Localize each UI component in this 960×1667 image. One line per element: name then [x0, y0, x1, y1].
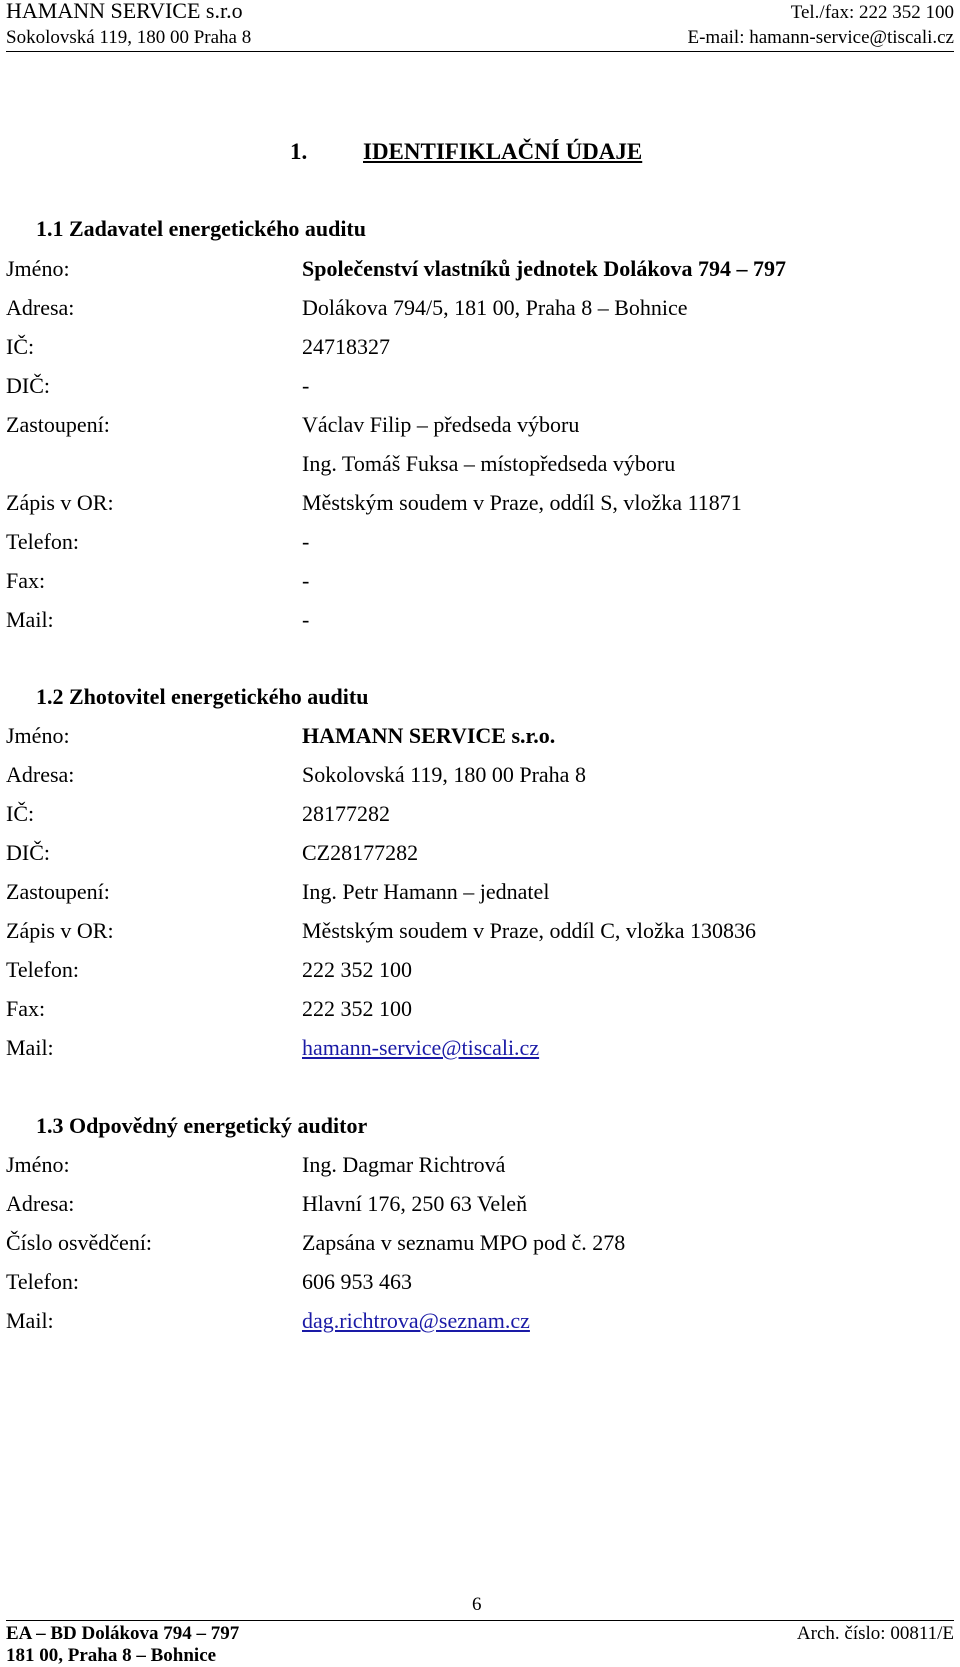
section-heading-client: 1.1 Zadavatel energetického auditu — [36, 216, 366, 241]
field-label: IČ: — [6, 334, 35, 359]
field-value: - — [302, 373, 310, 398]
section-heading-contractor: 1.2 Zhotovitel energetického auditu — [36, 684, 369, 709]
field-label: Fax: — [6, 568, 46, 593]
section-heading-auditor: 1.3 Odpovědný energetický auditor — [36, 1113, 368, 1138]
field-label: Jméno: — [6, 1152, 70, 1177]
field-value: Ing. Dagmar Richtrová — [302, 1152, 506, 1177]
footer-archive-number: Arch. číslo: 00811/E — [796, 1623, 954, 1644]
field-label: Mail: — [6, 607, 54, 632]
field-label: Fax: — [6, 996, 46, 1021]
field-label: Adresa: — [6, 1191, 75, 1216]
field-label: DIČ: — [6, 840, 50, 865]
field-value: 222 352 100 — [302, 996, 412, 1021]
field-value: Hlavní 176, 250 63 Veleň — [302, 1191, 528, 1216]
contractor-email-link[interactable]: hamann-service@tiscali.cz — [302, 1035, 540, 1060]
field-value: Sokolovská 119, 180 00 Praha 8 — [302, 762, 586, 787]
field-value: Ing. Tomáš Fuksa – místopředseda výboru — [302, 451, 676, 476]
field-label: Telefon: — [6, 1269, 79, 1294]
field-label: Číslo osvědčení: — [6, 1230, 153, 1255]
field-value: 24718327 — [302, 334, 390, 359]
field-value: 222 352 100 — [302, 957, 412, 982]
field-value: Václav Filip – předseda výboru — [302, 412, 580, 437]
field-value: Městským soudem v Praze, oddíl C, vložka 130836 — [302, 918, 757, 943]
field-label: Telefon: — [6, 529, 79, 554]
page-title — [290, 140, 642, 163]
field-label: Zastoupení: — [6, 879, 110, 904]
field-value: - — [302, 529, 310, 554]
header-phone-fax: Tel./fax: 222 352 100 — [790, 2, 954, 23]
field-value: Ing. Petr Hamann – jednatel — [302, 879, 550, 904]
auditor-email-link[interactable]: dag.richtrova@seznam.cz — [302, 1308, 530, 1333]
field-label: Jméno: — [6, 723, 70, 748]
field-value: HAMANN SERVICE s.r.o. — [302, 723, 556, 748]
field-label: Zápis v OR: — [6, 490, 114, 515]
heading-title: IDENTIFIKLAČNÍ ÚDAJE — [363, 139, 643, 164]
field-label: Mail: — [6, 1308, 54, 1333]
field-label: Zápis v OR: — [6, 918, 114, 943]
field-label: Adresa: — [6, 295, 75, 320]
field-value: Dolákova 794/5, 181 00, Praha 8 – Bohnice — [302, 295, 688, 320]
field-value: - — [302, 607, 310, 632]
field-value: 28177282 — [302, 801, 390, 826]
header-divider — [6, 51, 954, 52]
footer-project-address: 181 00, Praha 8 – Bohnice — [6, 1645, 217, 1666]
field-value: Zapsána v seznamu MPO pod č. 278 — [302, 1230, 626, 1255]
field-label: IČ: — [6, 801, 35, 826]
field-value: - — [302, 568, 310, 593]
field-label: Mail: — [6, 1035, 54, 1060]
field-value: CZ28177282 — [302, 840, 419, 865]
header-address: Sokolovská 119, 180 00 Praha 8 — [6, 27, 252, 48]
field-value: 606 953 463 — [302, 1269, 412, 1294]
field-value: Společenství vlastníků jednotek Dolákova 794 – 797 — [302, 256, 787, 281]
footer-divider — [6, 1620, 954, 1621]
field-label: Zastoupení: — [6, 412, 110, 437]
field-label: Adresa: — [6, 762, 75, 787]
heading-number: 1. — [290, 139, 308, 164]
field-value: Městským soudem v Praze, oddíl S, vložka 11871 — [302, 490, 742, 515]
header-email: E-mail: hamann-service@tiscali.cz — [687, 27, 954, 48]
header-company-name: HAMANN SERVICE s.r.o — [6, 0, 243, 23]
page-number: 6 — [472, 1594, 482, 1615]
field-label: DIČ: — [6, 373, 50, 398]
field-label: Jméno: — [6, 256, 70, 281]
footer-project-name: EA – BD Dolákova 794 – 797 — [6, 1623, 240, 1644]
field-label: Telefon: — [6, 957, 79, 982]
